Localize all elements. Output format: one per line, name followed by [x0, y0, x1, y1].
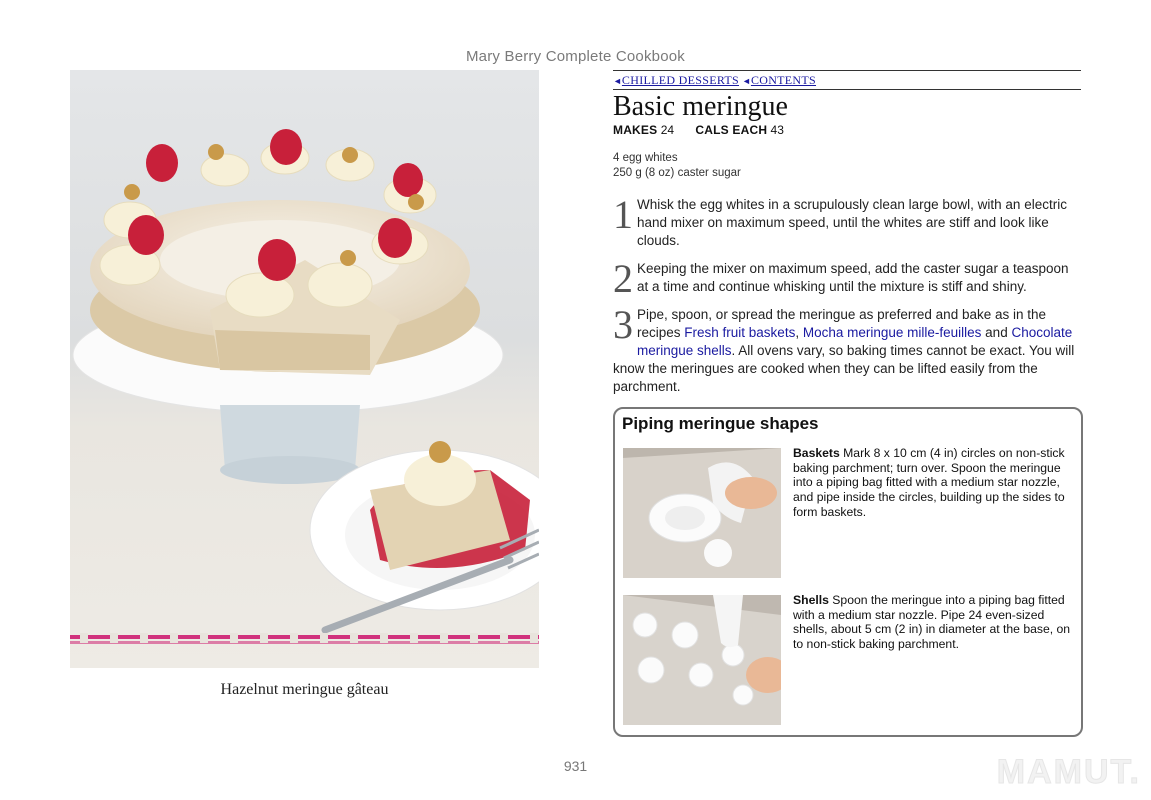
ingredient-item: 250 g (8 oz) caster sugar	[613, 167, 741, 179]
step-number: 1	[613, 192, 633, 237]
step-2	[613, 256, 1081, 301]
step-number: 2	[613, 256, 633, 301]
step-text: . All ovens vary, so baking times cannot be exact. You will know the meringues are cooked when they can be lifted easily from the parchment.	[613, 343, 1075, 394]
piping-shapes-box	[613, 407, 1083, 737]
ingredients-list	[613, 151, 1081, 181]
breadcrumb	[613, 70, 1081, 90]
step-text: Whisk the egg whites in a scrupulously clean large bowl, with an electric hand mixer on maximum speed, until the whites are stiff and look like clouds.	[637, 197, 1067, 248]
cals-label: CALS EACH	[695, 123, 768, 137]
photo-caption: Hazelnut meringue gâteau	[220, 681, 389, 698]
chilled-desserts-link[interactable]: CHILLED DESSERTS	[621, 73, 740, 87]
shells-photo	[623, 595, 781, 725]
contents-link[interactable]: CONTENTS	[750, 73, 817, 87]
recipe-column	[613, 70, 1081, 396]
baskets-description	[793, 446, 1073, 520]
step-text: and	[981, 325, 1012, 340]
step-text: Pipe, spoon, or spread the meringue as preferred and bake as in the recipes	[637, 307, 1047, 340]
shells-label: Shells	[793, 593, 829, 607]
step-3	[613, 302, 1081, 396]
makes-value: 24	[660, 123, 675, 137]
step-number: 3	[613, 302, 633, 347]
page-number: 931	[563, 758, 588, 774]
baskets-label: Baskets	[793, 446, 840, 460]
step-text: Keeping the mixer on maximum speed, add the caster sugar a teaspoon at a time and continue whisking until the mixture is stiff and shiny.	[637, 261, 1069, 294]
makes-label: MAKES	[613, 123, 658, 137]
piping-box-title: Piping meringue shapes	[622, 414, 819, 433]
book-title: Mary Berry Complete Cookbook	[465, 48, 685, 65]
left-triangle-icon: ◄	[613, 76, 622, 86]
shells-text: Spoon the meringue into a piping bag fitted with a medium star nozzle. Pipe 24 even-sized shells, about 5 cm (2 in) in diameter at the base, on to non-stick baking parchment.	[793, 593, 1071, 652]
watermark: MAMUT.	[996, 753, 1141, 791]
baskets-photo	[623, 448, 781, 578]
gateau-photo	[70, 70, 539, 668]
mocha-meringue-link[interactable]: Mocha meringue mille-feuilles	[802, 325, 982, 340]
fresh-fruit-baskets-link[interactable]: Fresh fruit baskets	[684, 325, 796, 340]
baskets-text: Mark 8 x 10 cm (4 in) circles on non-stick baking parchment; turn over. Spoon the meringue into a piping bag fitted with a medium star nozzle, and pipe inside the circles, building up the sides to form baskets.	[793, 446, 1065, 519]
ingredient-item: 4 egg whites	[613, 152, 678, 164]
left-triangle-icon: ◄	[742, 76, 751, 86]
step-text: ,	[795, 325, 803, 340]
chocolate-meringue-shells-link[interactable]: Chocolate meringue shells	[637, 325, 1073, 358]
cals-value: 43	[770, 123, 784, 137]
recipe-meta	[613, 123, 1081, 137]
recipe-title: Basic meringue	[613, 91, 788, 122]
step-1	[613, 192, 1081, 250]
shells-description	[793, 593, 1073, 652]
